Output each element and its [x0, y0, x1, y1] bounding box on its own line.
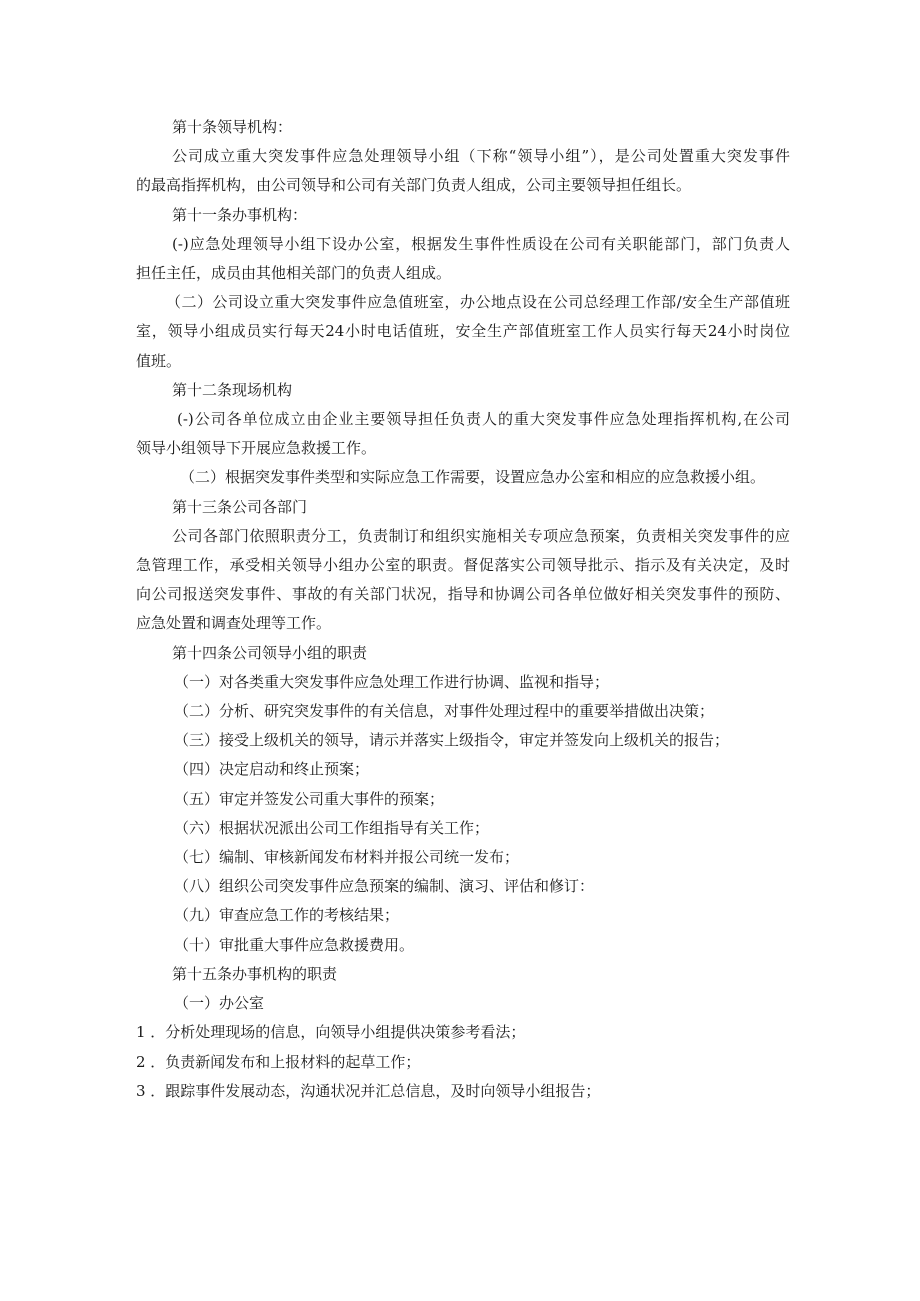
article-13-paragraph-line: 向公司报送突发事件、事故的有关部门状况，指导和协调公司各单位做好相关突发事件的预防、	[136, 585, 790, 604]
article-11-item-line: 值班。	[136, 351, 182, 370]
article-14-list-item: （二）分析、研究突发事件的有关信息，对事件处理过程中的重要举措做出决策；	[174, 702, 715, 721]
article-10-paragraph-line: 的最高指挥机构，由公司领导和公司有关部门负责人组成，公司主要领导担任组长。	[136, 176, 692, 195]
article-15-subheading: （一）办公室	[174, 994, 265, 1013]
article-13-heading: 第十三条公司各部门	[172, 497, 308, 516]
article-12-heading: 第十二条现场机构	[172, 380, 293, 399]
article-12-item-line: 领导小组领导下开展应急救援工作。	[136, 439, 377, 458]
article-15-heading: 第十五条办事机构的职责	[172, 964, 338, 983]
article-10-heading: 第十条领导机构：	[172, 118, 293, 136]
article-11-item-line: 室，领导小组成员实行每天24小时电话值班，安全生产部值班室工作人员实行每天24小时岗位	[136, 322, 790, 341]
article-14-heading: 第十四条公司领导小组的职责	[172, 643, 368, 662]
article-14-list-item: （八）组织公司突发事件应急预案的编制、演习、评估和修订：	[174, 877, 595, 896]
article-12-item-line: （二）根据突发事件类型和实际应急工作需要，设置应急办公室和相应的应急救援小组。	[180, 468, 766, 487]
article-11-item-line: (-)应急处理领导小组下设办公室，根据发生事件性质设在公司有关职能部门，部门负责人	[172, 234, 790, 253]
article-14-list-item: （六）根据状况派出公司工作组指导有关工作；	[174, 818, 490, 837]
article-14-list-item: （三）接受上级机关的领导，请示并落实上级指令，审定并签发向上级机关的报告；	[174, 731, 730, 750]
article-13-paragraph-line: 急管理工作，承受相关领导小组办公室的职责。督促落实公司领导批示、指示及有关决定，及时	[136, 556, 790, 575]
article-14-list-item: （七）编制、审核新闻发布材料并报公司统一发布；	[174, 848, 520, 867]
article-14-list-item: （十）审批重大事件应急救援费用。	[174, 935, 415, 954]
article-15-list-item: 3 ．跟踪事件发展动态，沟通状况并汇总信息，及时向领导小组报告；	[136, 1081, 601, 1100]
article-14-list-item: （九）审查应急工作的考核结果；	[174, 906, 400, 925]
article-15-list-item: 1 ．分析处理现场的信息，向领导小组提供决策参考看法；	[136, 1023, 526, 1042]
article-13-paragraph-line: 公司各部门依照职责分工，负责制订和组织实施相关专项应急预案，负责相关突发事件的应	[172, 526, 790, 545]
article-14-list-item: （五）审定并签发公司重大事件的预案；	[174, 789, 445, 808]
article-15-list-item: 2 ．负责新闻发布和上报材料的起草工作；	[136, 1052, 421, 1071]
article-11-heading: 第十一条办事机构：	[172, 205, 308, 224]
article-10-paragraph-line: 公司成立重大突发事件应急处理领导小组（下称“领导小组”），是公司处置重大突发事件	[172, 147, 790, 166]
article-14-list-item: （一）对各类重大突发事件应急处理工作进行协调、监视和指导；	[174, 672, 610, 691]
article-11-item-line: （二）公司设立重大突发事件应急值班室，办公地点设在公司总经理工作部/安全生产部值班	[166, 293, 790, 312]
article-13-paragraph-line: 应急处置和调查处理等工作。	[136, 614, 332, 633]
article-11-item-line: 担任主任，成员由其他相关部门的负责人组成。	[136, 264, 452, 283]
article-12-item-line: (-)公司各单位成立由企业主要领导担任负责人的重大突发事件应急处理指挥机构,在公司	[177, 410, 790, 429]
document-page	[136, 113, 790, 1106]
article-14-list-item: （四）决定启动和终止预案；	[174, 760, 370, 779]
